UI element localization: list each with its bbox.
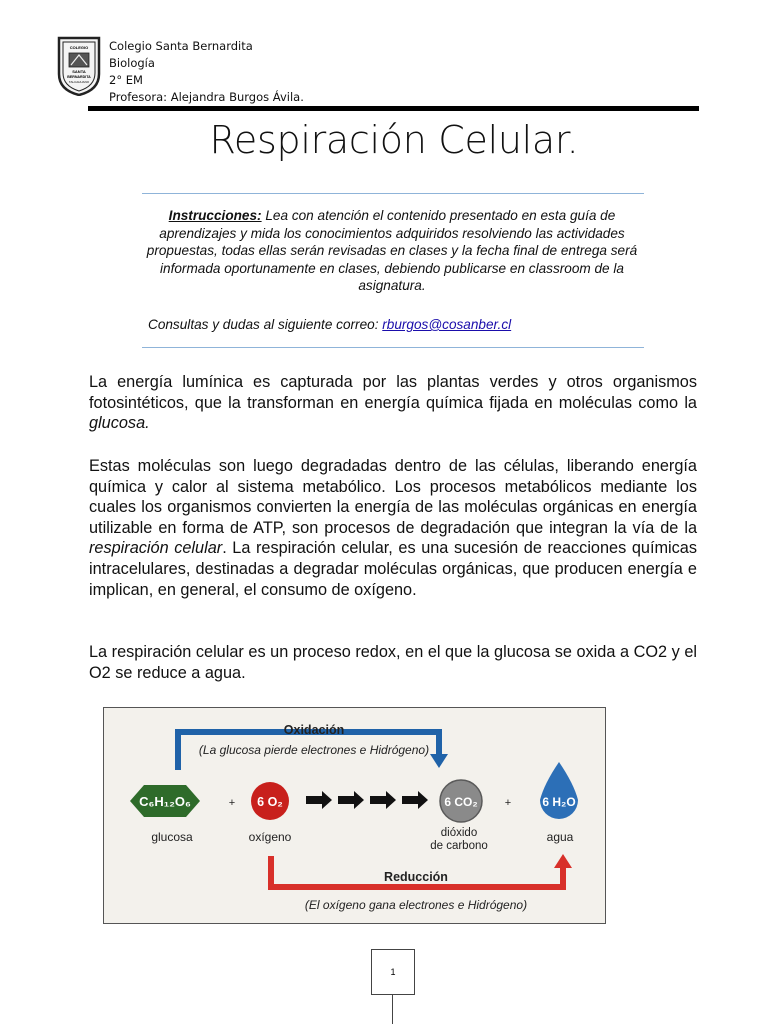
co2-formula: 6 CO₂ [444,795,478,809]
grade: 2° EM [109,73,143,87]
school-logo [57,36,101,96]
reaction-arrows [306,791,428,809]
paragraph-1 [89,372,697,434]
paragraph-1-emphasis: glucosa. [89,414,150,433]
paragraph-2-text-a: Estas moléculas son luego degradadas dentro de las células, liberando energía química y calor al sistema metabólico. Los procesos metabólicos mediante los cuales los organismos convierten la energía de las moléculas orgánicas en energía utilizable en forma de ATP, son procesos de degradación que integran la vía de la [89,457,697,537]
oxidation-title: Oxidación [283,723,345,737]
paragraph-2-emphasis: respiración celular [89,539,223,558]
co2-label-2: de carbono [430,840,488,852]
school-info [109,38,304,106]
paragraph-1-text: La energía lumínica es capturada por las plantas verdes y otros organismos fotosintéticos, que la transforman en energía química fijada en moléculas como la [89,373,697,412]
header-divider [88,106,699,111]
page-number: 1 [371,949,415,995]
paragraph-2-text-b: . La respiración celular, es una sucesión de reacciones químicas intracelulares, destinadas a degradar moléculas orgánicas, que producen energía e implican, en general, el consumo de oxígeno. [89,539,697,599]
reduction-arrowhead [554,854,572,868]
page-title: Respiración Celular. [209,118,579,162]
instructions-lead: Instrucciones: [168,208,262,223]
email-link[interactable]: rburgos@cosanber.cl [382,317,512,332]
water-formula: 6 H₂O [542,795,576,809]
plus-sign-1: + [228,797,236,809]
co2-label-1: dióxido [440,827,478,839]
water-label: agua [546,830,574,844]
redox-diagram [103,707,606,924]
paragraph-2 [89,456,697,600]
teacher: Profesora: Alejandra Burgos Ávila. [109,90,304,104]
subject: Biología [109,56,155,70]
instructions-text: Lea con atención el contenido presentado en esta guía de aprendizajes y mida los conocimientos adquiridos resolviendo las actividades propuestas, todas ellas serán revisadas en clases y la fecha final de entrega será informada oportunamente en clases, debiendo publicarse en classroom de la asignatura. [146,208,638,293]
plus-sign-2: + [504,797,512,809]
reduction-note: (El oxígeno gana electrones e Hidrógeno) [304,898,528,912]
logo-text-4: TALCAHUANO [68,80,90,84]
instructions-bottom-rule [142,347,644,348]
oxidation-arrowhead [430,754,448,768]
logo-text-1: COLEGIO [69,45,89,50]
school-name: Colegio Santa Bernardita [109,39,253,53]
instructions-block [142,207,642,295]
oxygen-formula: 6 O₂ [257,795,283,809]
oxidation-note: (La glucosa pierde electrones e Hidrógeno) [198,743,430,757]
reduction-title: Reducción [384,870,448,884]
water-drop [540,762,578,819]
instructions-top-rule [142,193,644,194]
contact-line [148,317,511,332]
paragraph-3: La respiración celular es un proceso redox, en el que la glucosa se oxida a CO2 y el O2 se reduce a agua. [89,643,697,682]
page-number-line [392,994,393,1024]
logo-text-3: BERNARDITA [67,75,91,79]
glucose-formula: C₆H₁₂O₆ [139,794,191,809]
contact-label: Consultas y dudas al siguiente correo: [148,317,383,332]
oxygen-label: oxígeno [248,830,292,844]
glucose-label: glucosa [151,830,193,844]
logo-text-2: SANTA [72,69,86,74]
